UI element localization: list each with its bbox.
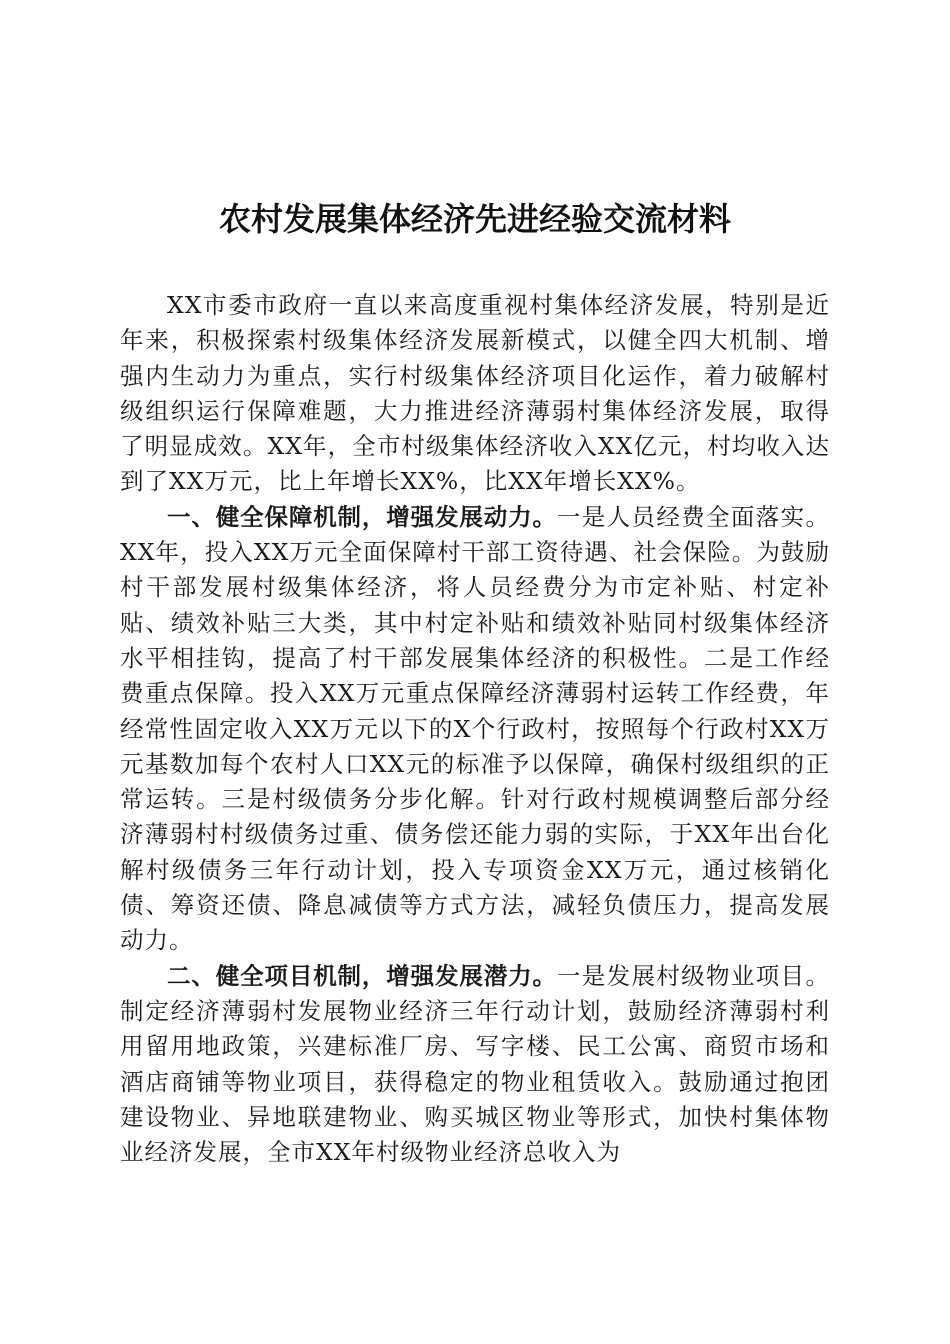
section-2-text: 一是发展村级物业项目。制定经济薄弱村发展物业经济三年行动计划，鼓励经济薄弱村利用留用地政策，兴建标准厂房、写字楼、民工公寓、商贸市场和酒店商铺等物业项目，获得稳定的物业租赁收入。鼓励通过抱团建设物业、异地联建物业、购买城区物业等形式，加快村集体物业经济发展，全市XX年村级物业经济总收入为 [120,961,831,1167]
document-body [120,288,830,1170]
section-2-heading: 二、健全项目机制，增强发展潜力。 [167,961,557,990]
paragraph-section-1 [120,500,830,959]
section-1-heading: 一、健全保障机制，增强发展动力。 [167,502,557,531]
document-title: 农村发展集体经济先进经验交流材料 [218,200,731,238]
paragraph-intro [120,288,830,500]
section-1-text: 一是人员经费全面落实。XX年，投入XX万元全面保障村干部工资待遇、社会保险。为鼓励村干部发展村级集体经济，将人员经费分为市定补贴、村定补贴、绩效补贴三大类，其中村定补贴和绩效补贴同村级集体经济水平相挂钩，提高了村干部发展集体经济的积极性。二是工作经费重点保障。投入XX万元重点保障经济薄弱村运转工作经费，年经常性固定收入XX万元以下的X个行政村，按照每个行政村XX万元基数加每个农村人口XX元的标准予以保障，确保村级组织的正常运转。三是村级债务分步化解。针对行政村规模调整后部分经济薄弱村村级债务过重、债务偿还能力弱的实际，于XX年出台化解村级债务三年行动计划，投入专项资金XX万元，通过核销化债、筹资还债、降息减债等方式方法，减轻负债压力，提高发展动力。 [120,502,831,955]
paragraph-intro-text: XX市委市政府一直以来高度重视村集体经济发展，特别是近年来，积极探索村级集体经济发展新模式，以健全四大机制、增强内生动力为重点，实行村级集体经济项目化运作，着力破解村级组织运行保障难题，大力推进经济薄弱村集体经济发展，取得了明显成效。XX年，全市村级集体经济收入XX亿元，村均收入达到了XX万元，比上年增长XX%，比XX年增长XX%。 [120,291,830,496]
paragraph-section-2 [120,959,830,1171]
